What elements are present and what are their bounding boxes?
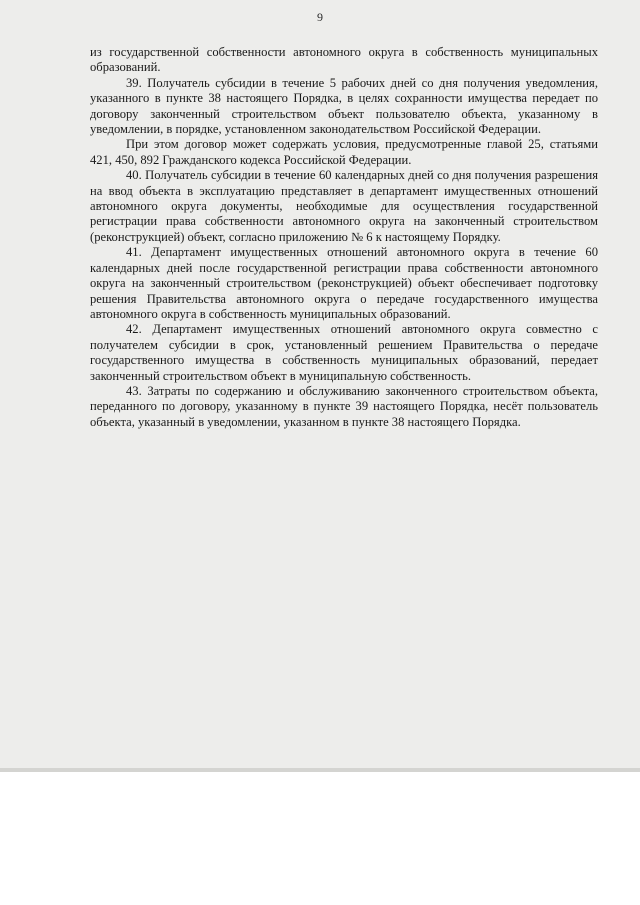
paragraph-clause-41: 41. Департамент имущественных отношений автономного округа в течение 60 календарных дней после государственной регистрации права собственности автономного округа на законченный строительством (реконструкцией) объект обеспечивает подготовку решения Правительства автономного округа о передаче государственного имущества автономного округа в собственность муниципальных образований. bbox=[90, 245, 598, 321]
paragraph-clause-42: 42. Департамент имущественных отношений автономного округа совместно с получателем субсидии в срок, установленный решением Правительства о передаче государственного имущества в собственность муниципальных образований, передает законченный строительством объект в муниципальную собственность. bbox=[90, 322, 598, 383]
paragraph-clause-43: 43. Затраты по содержанию и обслуживанию законченного строительством объекта, переданного по договору, указанному в пункте 39 настоящего Порядка, несёт пользователь объекта, указанный в уведомлении, указанном в пункте 38 настоящего Порядка. bbox=[90, 383, 598, 429]
page-number: 9 bbox=[317, 10, 323, 24]
paragraph-clause-40: 40. Получатель субсидии в течение 60 календарных дней со дня получения разрешения на ввод объекта в эксплуатацию представляет в департамент имущественных отношений автономного округа документы, необходимые для осуществления государственной регистрации права собственности автономного округа на законченный строительством (реконструкцией) объект, согласно приложению № 6 к настоящему Порядку. bbox=[90, 168, 598, 244]
paragraph-continuation: из государственной собственности автономного округа в собственность муниципальных образований. bbox=[90, 45, 598, 75]
paragraph-clause-39-note: При этом договор может содержать условия, предусмотренные главой 25, статьями 421, 450, 892 Гражданского кодекса Российской Федерации. bbox=[90, 137, 598, 167]
scan-bottom-edge bbox=[0, 768, 640, 772]
paragraph-clause-39: 39. Получатель субсидии в течение 5 рабочих дней со дня получения уведомления, указанного в пункте 38 настоящего Порядка, в целях сохранности имущества передает по договору законченный строительством объект пользователю объекта, указанному в уведомлении, в порядке, установленном законодательством Российской Федерации. bbox=[90, 75, 598, 137]
document-body bbox=[90, 45, 598, 430]
